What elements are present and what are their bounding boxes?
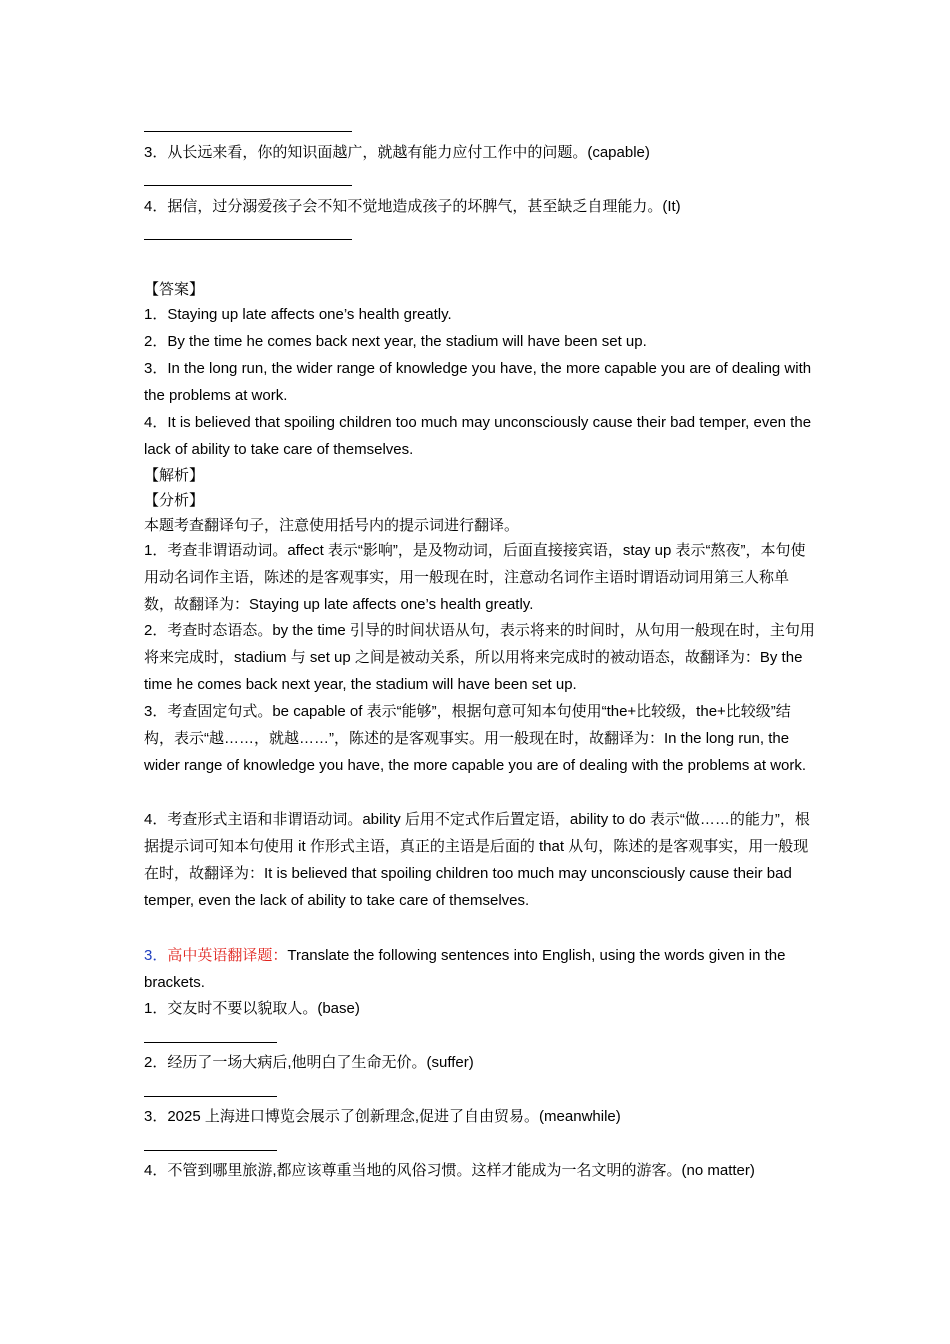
section3-item-1: 1．交友时不要以貌取人。(base) (144, 1000, 360, 1017)
answer-heading: 【答案】 (144, 281, 205, 298)
answer-4: 4．It is believed that spoiling children too much may unconsciously cause their bad temper, even the lack of ability to take care of themselves. (144, 414, 812, 458)
section-instruction: Translate the following sentences into English, using the words given in the brackets. (144, 947, 786, 991)
analysis-item-3: 3．考查固定句式。be capable of 表示“能够”，根据句意可知本句使用“the+比较级，the+比较级”结构，表示“越……，就越……”，陈述的是客观事实。用一般现在时，故翻译为：In the long run, the wider range of knowledge you have, the more capable you are of dealing with the problems at work. (144, 703, 807, 774)
answer-blank-line (144, 185, 352, 186)
section-title: 高中英语翻译题： (167, 947, 288, 964)
analysis-item-1: 1．考查非谓语动词。affect 表示“影响”，是及物动词，后面直接接宾语，stay up 表示“熬夜”，本句使用动名词作主语，陈述的是客观事实，用一般现在时，注意动名词作主语时谓语动词用第三人称单数，故翻译为：Staying up late affects one’s health greatly. (144, 542, 806, 613)
section-number: 3． (144, 947, 168, 964)
analysis-item-2: 2．考查时态语态。by the time 引导的时间状语从句，表示将来的时间时，从句用一般现在时，主句用将来完成时，stadium 与 set up 之间是被动关系，所以用将来完成时的被动语态，故翻译为：By the time he comes back next year, the stadium will have been set up. (144, 622, 815, 693)
answer-blank-line (144, 1150, 277, 1151)
question-3-top: 3．从长远来看，你的知识面越广，就越有能力应付工作中的问题。(capable) (144, 144, 650, 161)
answer-blank-line (144, 239, 352, 240)
section-3-header (144, 942, 816, 996)
analysis-heading: 【解析】 (144, 467, 205, 484)
answer-blank-line (144, 1096, 277, 1097)
analysis-item-4: 4．考查形式主语和非谓语动词。ability 后用不定式作后置定语，ability to do 表示“做……的能力”，根据提示词可知本句使用 it 作形式主语，真正的主语是后面的 that 从句，陈述的是客观事实，用一般现在时，故翻译为：It is believed that spoiling children too much may unconsciously cause their bad temper, even the lack of ability to take care of themselves. (144, 811, 810, 909)
fenxi-heading: 【分析】 (144, 492, 205, 509)
answer-blank-line (144, 1042, 277, 1043)
answer-blank-line (144, 131, 352, 132)
section3-item-3: 3．2025 上海进口博览会展示了创新理念,促进了自由贸易。(meanwhile) (144, 1108, 621, 1125)
question-4-top: 4．据信，过分溺爱孩子会不知不觉地造成孩子的坏脾气，甚至缺乏自理能力。(It) (144, 198, 681, 215)
answer-1: 1．Staying up late affects one’s health greatly. (144, 306, 452, 323)
answer-3: 3．In the long run, the wider range of knowledge you have, the more capable you are of dealing with the problems at work. (144, 360, 812, 404)
section3-item-4: 4．不管到哪里旅游,都应该尊重当地的风俗习惯。这样才能成为一名文明的游客。(no matter) (144, 1162, 755, 1179)
section3-item-2: 2．经历了一场大病后,他明白了生命无价。(suffer) (144, 1054, 474, 1071)
analysis-intro: 本题考查翻译句子，注意使用括号内的提示词进行翻译。 (144, 517, 520, 534)
answer-2: 2．By the time he comes back next year, the stadium will have been set up. (144, 333, 647, 350)
